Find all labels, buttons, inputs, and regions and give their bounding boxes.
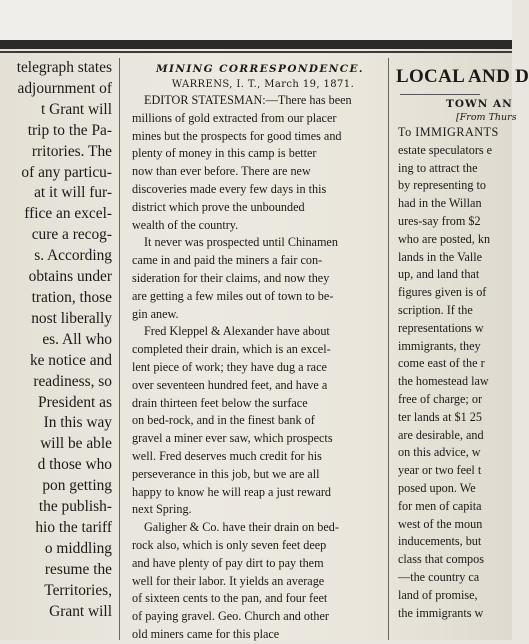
text-line: well for their labor. It yields an average (132, 573, 325, 588)
text-line: who are posted, kn (398, 231, 491, 246)
text-line: In this way (43, 414, 112, 432)
text-line: land of promise, (398, 587, 478, 602)
text-line: up, and land that (398, 267, 480, 282)
text-line: —the country ca (398, 569, 480, 584)
text-line: hio the tariff (35, 518, 112, 536)
text-line: rock also, which is only seven feet deep (132, 537, 327, 552)
article-heading: MINING CORRESPONDENCE. (156, 63, 364, 75)
column-divider (119, 58, 120, 640)
text-line: adjournment of (17, 79, 112, 97)
text-line: gravel a miner ever saw, which prospects (132, 431, 333, 446)
text-line: perseverance in this job, but we are all (132, 466, 320, 481)
text-line: trip to the Pa- (27, 121, 112, 139)
text-line: figures given is of (398, 285, 487, 300)
section-subheading: TOWN AN (446, 98, 513, 110)
text-line: over seventeen hundred feet, and have a (132, 377, 328, 392)
text-line: on bed-rock, and in the finest bank of (132, 413, 315, 428)
text-line: ter lands at $1 25 (398, 409, 482, 424)
text-line: are desirable, and (398, 427, 484, 442)
masthead-rule (0, 40, 512, 49)
left-column (0, 58, 117, 640)
text-line: free of charge; or (398, 391, 483, 406)
text-line: obtains under (28, 268, 112, 286)
text-line: drain thirteen feet below the surface (132, 395, 308, 410)
text-line: ing to attract the (398, 160, 478, 175)
text-line: class that compos (398, 552, 484, 567)
text-line: old miners came for this place (132, 626, 280, 641)
text-line: nost liberally (31, 309, 112, 327)
text-line: west of the moun (398, 516, 483, 531)
text-line: President as (38, 393, 112, 411)
text-line: and have plenty of pay dirt to pay them (132, 555, 324, 570)
text-line: Fred Kleppel & Alexander have about (144, 324, 330, 339)
photo-background (0, 0, 512, 42)
text-line: come east of the r (398, 356, 485, 371)
section-heading: LOCAL AND D (396, 66, 529, 87)
text-line: t Grant will (41, 100, 112, 118)
text-line: telegraph states (16, 59, 112, 76)
text-line: d those who (37, 456, 112, 474)
text-line: sideration for their claims, and now they (132, 270, 330, 285)
text-line: completed their drain, which is an excel- (132, 342, 331, 357)
text-line: scription. If the (398, 302, 473, 317)
text-line: Territories, (44, 581, 112, 599)
text-line: by representing to (398, 178, 486, 193)
article-dateline: WARRENS, I. T., March 19, 1871. (171, 79, 355, 90)
text-line: had in the Willan (398, 196, 482, 211)
text-line: of sixteen cents to the pan, and four feet (132, 591, 328, 606)
text-line: now than ever before. There are new (132, 164, 311, 179)
text-line: rritories. The (31, 142, 112, 160)
text-line: ures-say from $2 (398, 213, 481, 228)
text-line: will be able (40, 435, 112, 453)
text-line: resume the (44, 560, 112, 578)
text-line: representations w (398, 320, 484, 335)
text-line: plenty of money in this camp is better (132, 146, 317, 161)
text-line: happy to know he will reap a just reward (132, 484, 332, 499)
text-line: It never was prospected until Chinamen (144, 235, 338, 250)
text-line: well. Fred deserves much credit for his (132, 448, 322, 463)
text-line: s. According (34, 247, 112, 265)
text-line: of paying gravel. Geo. Church and other (132, 609, 329, 624)
text-line: ke notice and (29, 351, 112, 369)
text-line: o middling (44, 539, 112, 557)
text-line: millions of gold extracted from our placer (132, 110, 337, 125)
masthead-rule-thin (0, 51, 512, 53)
text-line: wealth of the country. (132, 217, 239, 232)
text-line: of any particu- (21, 163, 112, 181)
text-line: Grant will (49, 602, 112, 620)
heading-rule (400, 94, 480, 95)
text-line: the publish- (38, 498, 112, 516)
text-line: at it will fur- (34, 184, 112, 202)
text-line: came in and paid the miners a fair con- (132, 253, 323, 268)
text-line: estate speculators e (398, 142, 493, 157)
text-line: next Spring. (132, 502, 192, 517)
text-line: lent piece of work; they have dug a race (132, 359, 327, 374)
text-line: posed upon. We (398, 480, 476, 495)
text-line: lands in the Valle (398, 249, 483, 264)
text-line: on this advice, w (398, 445, 481, 460)
text-line: To IMMIGRANTS (398, 125, 499, 139)
column-divider (388, 58, 389, 640)
section-source: [From Thurs (456, 112, 517, 123)
text-line: year or two feel t (398, 463, 482, 478)
text-line: immigrants, they (398, 338, 481, 353)
text-line: EDITOR STATESMAN:—There has been (144, 93, 352, 107)
mining-correspondence-article (124, 62, 384, 640)
text-line: the immigrants w (398, 605, 484, 620)
text-line: ffice an excel- (24, 205, 112, 223)
text-line: the homestead law (398, 374, 489, 389)
text-line: cure a recog- (31, 226, 112, 244)
text-line: es. All who (42, 330, 112, 348)
text-line: readiness, so (33, 372, 112, 390)
text-line: inducements, but (398, 534, 482, 549)
text-line: mines but the prospects for good times and (132, 128, 342, 143)
text-line: Galigher & Co. have their drain on bed- (144, 520, 339, 535)
local-news-column (392, 62, 529, 640)
text-line: gin anew. (132, 306, 179, 321)
text-line: tration, those (31, 288, 112, 306)
text-line: pon getting (42, 477, 112, 495)
text-line: are getting a few miles out of town to be- (132, 288, 334, 303)
text-line: district which prove the unbounded (132, 199, 305, 214)
text-line: for men of capita (398, 498, 482, 513)
text-line: discoveries made every few days in this (132, 181, 327, 196)
